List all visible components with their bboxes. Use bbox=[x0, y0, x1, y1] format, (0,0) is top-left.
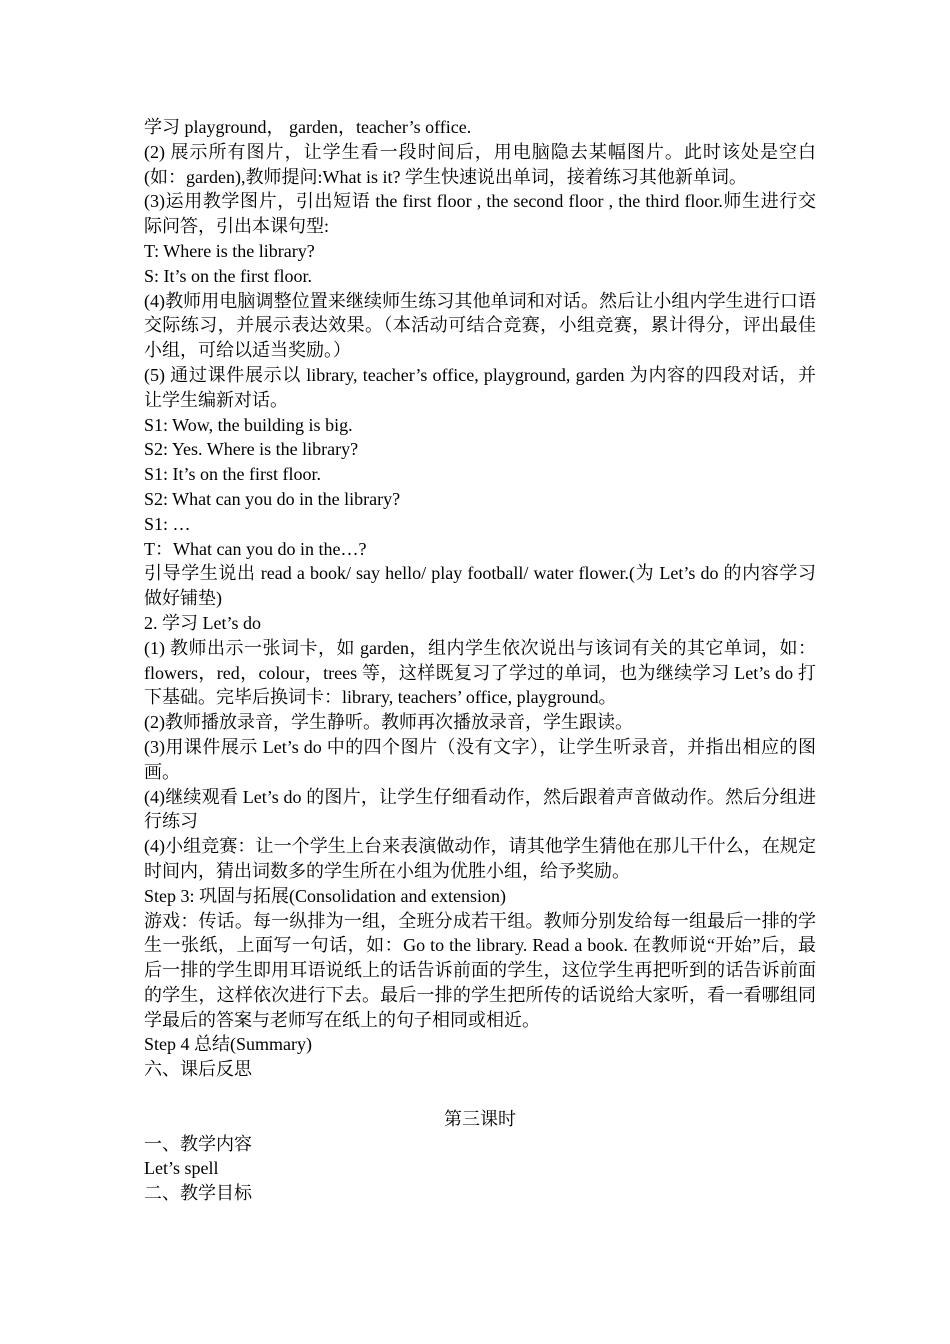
dialogue-line: S1: It’s on the first floor. bbox=[144, 464, 321, 485]
section-heading: 二、教学目标 bbox=[144, 1183, 252, 1204]
section-heading: 六、课后反思 bbox=[144, 1059, 252, 1080]
section-heading: Step 3: 巩固与拓展(Consolidation and extension) bbox=[144, 885, 506, 906]
section-heading: 2. 学习 Let’s do bbox=[144, 612, 261, 633]
text-paragraph: 引导学生说出 read a book/ say hello/ play football/ water flower.(为 Let’s do 的内容学习做好铺垫) bbox=[144, 563, 816, 609]
text-paragraph: (3)用课件展示 Let’s do 中的四个图片（没有文字），让学生听录音，并指出相应的图画。 bbox=[144, 736, 816, 782]
text-paragraph: (5) 通过课件展示以 library, teacher’s office, playground, garden 为内容的四段对话，并让学生编新对话。 bbox=[144, 364, 816, 410]
text-line: (2)教师播放录音，学生静听。教师再次播放录音，学生跟读。 bbox=[144, 712, 633, 733]
text-line: 学习 playground， garden，teacher’s office. bbox=[144, 117, 472, 137]
dialogue-line: T：What can you do in the…? bbox=[144, 538, 367, 559]
dialogue-line: S1: Wow, the building is big. bbox=[144, 414, 353, 435]
text-line: Let’s spell bbox=[144, 1158, 219, 1179]
text-paragraph: (3)运用教学图片，引出短语 the first floor , the second floor , the third floor.师生进行交际问答，引出本课句型: bbox=[144, 191, 816, 237]
text-paragraph: (4)继续观看 Let’s do 的图片，让学生仔细看动作，然后跟着声音做动作。然后分组进行练习 bbox=[144, 786, 816, 832]
dialogue-line: S2: Yes. Where is the library? bbox=[144, 439, 359, 460]
text-paragraph: (2) 展示所有图片，让学生看一段时间后，用电脑隐去某幅图片。此时该处是空白(如：garden),教师提问:What is it? 学生快速说出单词，接着练习其他新单词。 bbox=[144, 141, 816, 187]
dialogue-line: S1: … bbox=[144, 513, 191, 534]
lesson-title: 第三课时 bbox=[444, 1108, 516, 1129]
dialogue-line: S: It’s on the first floor. bbox=[144, 265, 312, 286]
blank-line bbox=[144, 1082, 816, 1107]
section-heading: Step 4 总结(Summary) bbox=[144, 1034, 312, 1055]
dialogue-line: T: Where is the library? bbox=[144, 240, 315, 261]
text-paragraph: 游戏：传话。每一纵排为一组，全班分成若干组。教师分别发给每一组最后一排的学生一张纸，上面写一句话，如：Go to the library. Read a book. 在教师说“开始”后，最后一排的学生即用耳语说纸上的话告诉前面的学生，这位学生再把听到的话告诉前面的学生，这样依次进行下去。最后一排的学生把所传的话说给大家听，看一看哪组同学最后的答案与老师写在纸上的句子相同或相近。 bbox=[144, 910, 816, 1030]
document-body bbox=[144, 115, 816, 1206]
text-paragraph: (1) 教师出示一张词卡，如 garden，组内学生依次说出与该词有关的其它单词，如：flowers，red，colour，trees 等，这样既复习了学过的单词，也为继续学习 Let’s do 打下基础。完毕后换词卡：library, teachers’ office, playground。 bbox=[144, 637, 816, 708]
text-paragraph: (4)小组竞赛：让一个学生上台来表演做动作，请其他学生猜他在那儿干什么，在规定时间内，猜出词数多的学生所在小组为优胜小组，给予奖励。 bbox=[144, 836, 816, 881]
text-paragraph: (4)教师用电脑调整位置来继续师生练习其他单词和对话。然后让小组内学生进行口语交际练习，并展示表达效果。（本活动可结合竞赛，小组竞赛，累计得分，评出最佳小组，可给以适当奖励。） bbox=[144, 290, 816, 361]
section-heading: 一、教学内容 bbox=[144, 1133, 252, 1154]
dialogue-line: S2: What can you do in the library? bbox=[144, 488, 401, 509]
